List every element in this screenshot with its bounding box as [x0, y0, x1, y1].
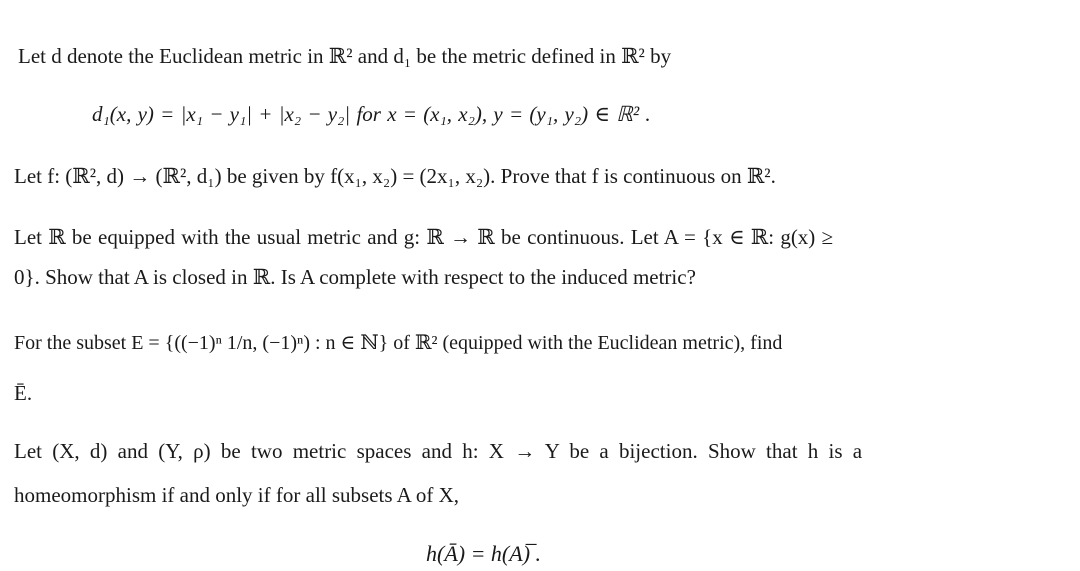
metric-definition-formula: d₁(x, y) = |x₁ − y₁| + |x₂ − y₂| for x = (x₁, x₂), y = (y₁, y₂) ∈ ℝ² . — [92, 102, 651, 126]
problem-line-4: Let ℝ be equipped with the usual metric and g: ℝ → ℝ be continuous. Let A = {x ∈ ℝ: g(x) ≥ — [14, 225, 834, 249]
problem-line-9: homeomorphism if and only if for all subsets A of X, — [14, 483, 460, 507]
problem-line-1: Let d denote the Euclidean metric in ℝ² and d₁ be the metric defined in ℝ² by — [18, 44, 672, 68]
problem-line-3: Let f: (ℝ², d) → (ℝ², d₁) be given by f(x₁, x₂) = (2x₁, x₂). Prove that f is continuous on ℝ². — [14, 164, 776, 188]
problem-line-6: For the subset E = {((−1)ⁿ 1/n, (−1)ⁿ) : n ∈ ℕ} of ℝ² (equipped with the Euclidean metric), find — [14, 332, 783, 354]
problem-line-8: Let (X, d) and (Y, ρ) be two metric spaces and h: X → Y be a bijection. Show that h is a — [14, 439, 863, 463]
problem-line-5: 0}. Show that A is closed in ℝ. Is A complete with respect to the induced metric? — [14, 265, 696, 289]
closure-equation: h(Ā) = h(A)̅ . — [426, 541, 542, 566]
problem-line-7: Ē. — [14, 381, 33, 405]
